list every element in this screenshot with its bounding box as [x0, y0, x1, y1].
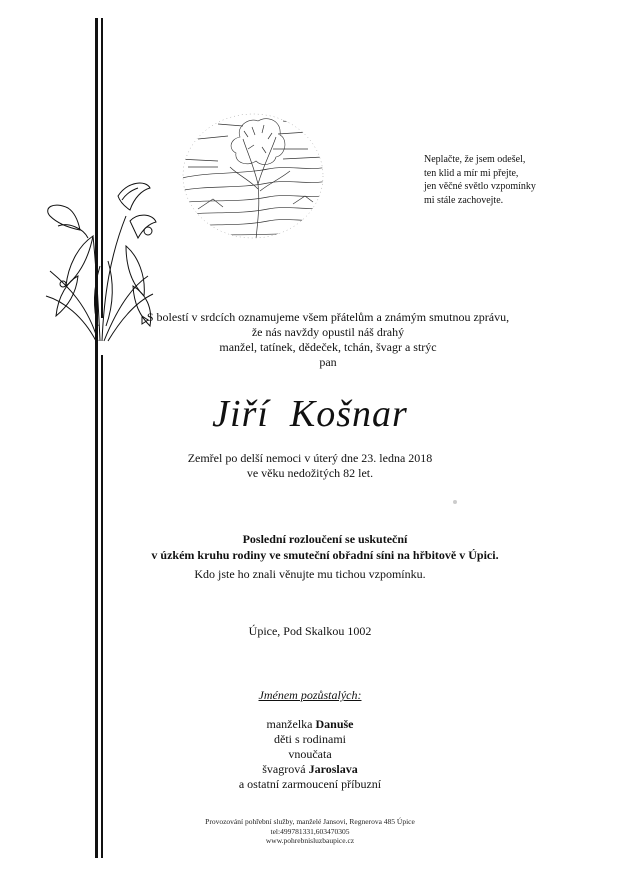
- poem-line: mi stále zachovejte.: [424, 194, 504, 206]
- mourner-line: děti s rodinami: [274, 732, 346, 746]
- tree-landscape-vignette: [178, 109, 328, 244]
- mourner-line: vnoučata: [288, 747, 332, 761]
- closing-line: Kdo jste ho znali věnujte mu tichou vzpomínku.: [194, 567, 426, 581]
- address: Úpice, Pod Skalkou 1002: [248, 624, 372, 638]
- death-line: Zemřel po delší nemoci v úterý dne 23. ledna 2018: [187, 451, 433, 465]
- poem-line: jen věčné světlo vzpomínky: [424, 181, 536, 192]
- funeral-service-footer: [160, 817, 460, 846]
- speck: [453, 500, 457, 504]
- announcement-intro: [118, 310, 538, 370]
- footer-phone: tel:499781331,603470305: [270, 826, 350, 836]
- footer-website: www.pohrebnisluzbaupice.cz: [265, 836, 355, 845]
- farewell-line: v úzkém kruhu rodiny ve smuteční obřadní síni na hřbitově v Úpici.: [151, 548, 499, 562]
- deceased-name: Jiří Košnar: [212, 393, 408, 435]
- death-details: [150, 451, 470, 481]
- poem-line: ten klid a mír mi přejte,: [424, 167, 519, 179]
- mourners-list: [190, 717, 430, 792]
- mourner-line: a ostatní zarmoucení příbuzní: [238, 777, 382, 791]
- farewell-info: [110, 531, 540, 563]
- on-behalf-heading: Jménem pozůstalých:: [258, 688, 362, 702]
- death-line: ve věku nedožitých 82 let.: [246, 466, 374, 480]
- mourner-line: švagrová Jaroslava: [262, 762, 358, 776]
- farewell-line: Poslední rozloučení se uskuteční: [242, 532, 408, 546]
- intro-line: S bolestí v srdcích oznamujeme všem přátelům a známým smutnou zprávu,: [146, 310, 510, 324]
- intro-line: pan: [319, 355, 337, 369]
- poem-line: Neplačte, že jsem odešel,: [424, 154, 526, 165]
- mourner-line: manželka Danuše: [266, 717, 354, 731]
- footer-line: Provozování pohřební služby, manželé Jansovi, Regnerova 485 Úpice: [205, 817, 415, 826]
- intro-line: že nás navždy opustil náš drahý: [251, 325, 405, 339]
- intro-line: manžel, tatínek, dědeček, tchán, švagr a strýc: [219, 340, 437, 354]
- vertical-line-outer: [95, 18, 98, 858]
- vertical-line-inner-lower: [101, 355, 103, 858]
- poem: [424, 153, 554, 207]
